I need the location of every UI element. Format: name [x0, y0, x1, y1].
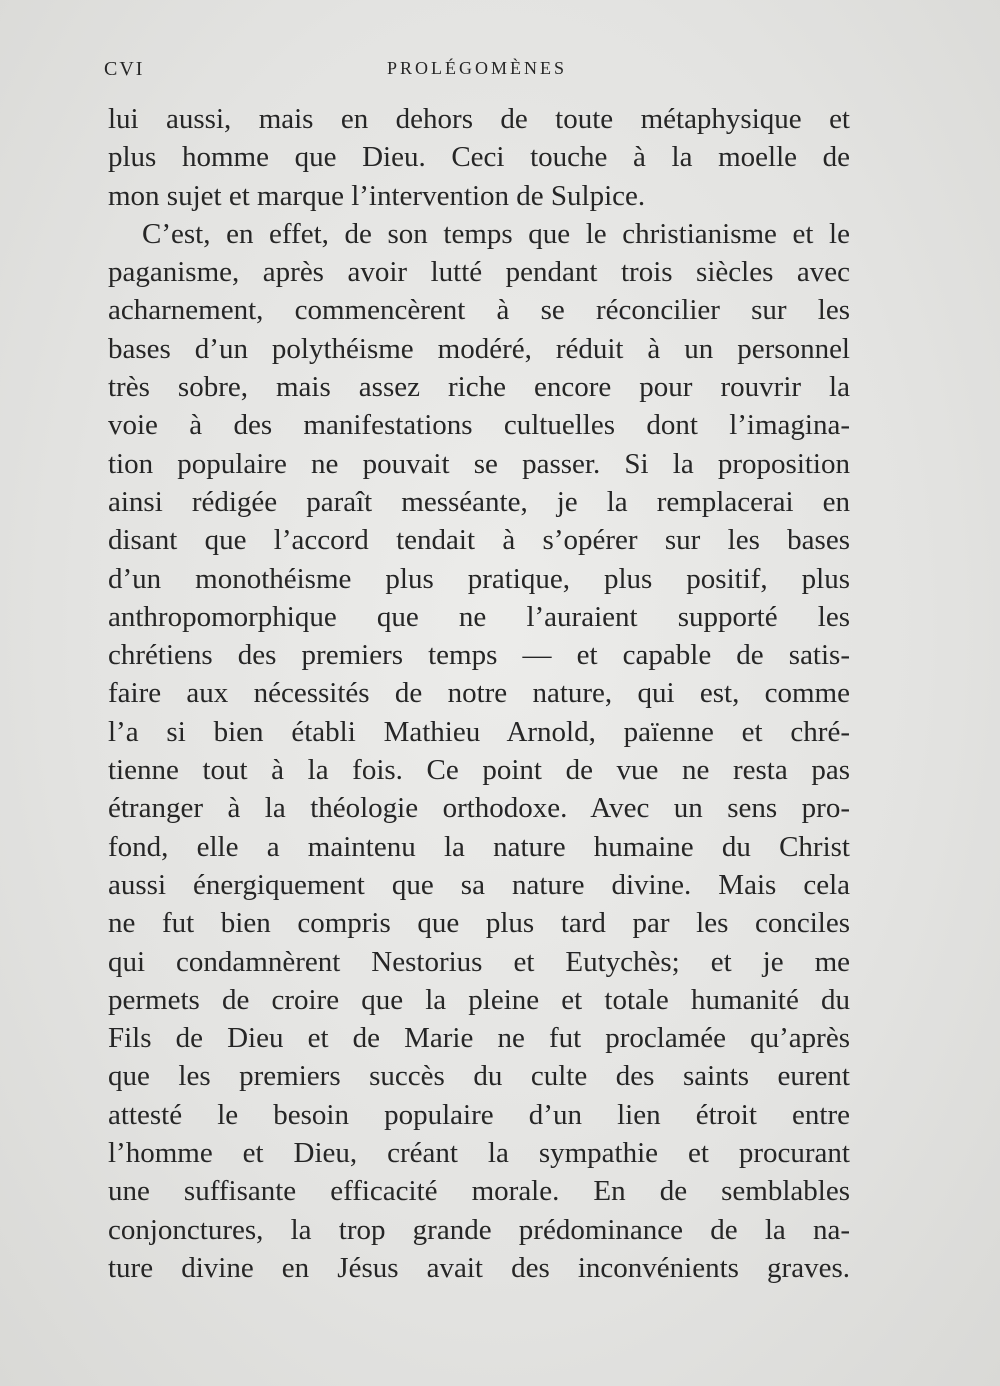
text-line: très sobre, mais assez riche encore pour rouvrir la — [108, 371, 850, 404]
text-line: d’un monothéisme plus pratique, plus positif, plus — [108, 562, 850, 595]
text-line: Fils de Dieu et de Marie ne fut proclamée qu’après — [108, 1022, 850, 1055]
text-line: étranger à la théologie orthodoxe. Avec un sens pro- — [108, 792, 850, 825]
text-line: plus homme que Dieu. Ceci touche à la moelle de — [108, 141, 850, 174]
text-line: l’a si bien établi Mathieu Arnold, païenne et chré- — [108, 715, 850, 748]
body-text — [108, 100, 850, 1287]
text-line: ne fut bien compris que plus tard par les conciles — [108, 907, 850, 940]
text-line: l’homme et Dieu, créant la sympathie et procurant — [108, 1137, 850, 1170]
text-line: qui condamnèrent Nestorius et Eutychès; et je me — [108, 945, 850, 978]
page-number: CVI — [104, 58, 145, 80]
text-line: fond, elle a maintenu la nature humaine du Christ — [108, 830, 850, 863]
text-line: paganisme, après avoir lutté pendant trois siècles avec — [108, 256, 850, 289]
text-line: ainsi rédigée paraît messéante, je la remplacerai en — [108, 485, 850, 518]
text-line: que les premiers succès du culte des saints eurent — [108, 1060, 850, 1093]
running-title: PROLÉGOMÈNES — [386, 58, 567, 78]
text-line: acharnement, commencèrent à se réconcilier sur les — [108, 294, 850, 327]
text-line: faire aux nécessités de notre nature, qui est, comme — [108, 677, 850, 710]
text-line: bases d’un polythéisme modéré, réduit à un personnel — [108, 332, 850, 365]
text-line: voie à des manifestations cultuelles dont l’imagina- — [108, 409, 850, 442]
text-line: conjonctures, la trop grande prédominance de la na- — [108, 1213, 850, 1246]
text-line: aussi énergiquement que sa nature divine. Mais cela — [108, 868, 850, 901]
text-line: chrétiens des premiers temps — et capable de satis- — [108, 639, 850, 672]
text-line: C’est, en effet, de son temps que le christianisme et le — [142, 217, 850, 250]
text-line: tion populaire ne pouvait se passer. Si la proposition — [108, 447, 850, 480]
text-line: une suffisante efficacité morale. En de semblables — [108, 1175, 850, 1208]
page-header — [104, 58, 850, 86]
text-line: anthropomorphique que ne l’auraient supporté les — [108, 600, 850, 633]
text-line: attesté le besoin populaire d’un lien étroit entre — [108, 1098, 850, 1131]
text-line: tienne tout à la fois. Ce point de vue ne resta pas — [108, 754, 850, 787]
text-line: ture divine en Jésus avait des inconvénients graves. — [108, 1251, 850, 1284]
text-line: disant que l’accord tendait à s’opérer sur les bases — [108, 524, 850, 557]
text-line: permets de croire que la pleine et totale humanité du — [108, 983, 850, 1016]
text-line: lui aussi, mais en dehors de toute métaphysique et — [108, 103, 850, 135]
text-line: mon sujet et marque l’intervention de Sulpice. — [108, 179, 646, 212]
